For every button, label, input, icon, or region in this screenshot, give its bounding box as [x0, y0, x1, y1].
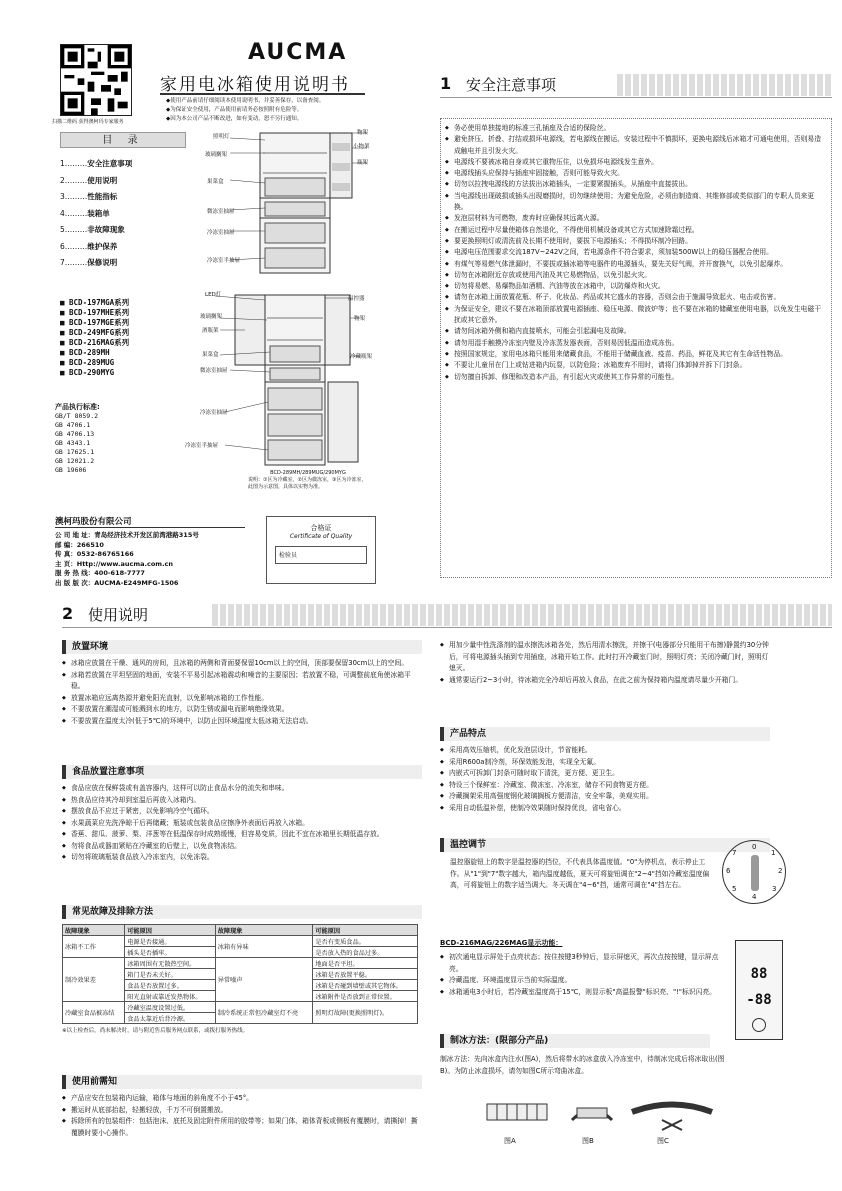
fridge-diagram-top: [205, 128, 375, 278]
list-item: ◆ 采用R600a制冷剂，环保效能发泡，实现全无氟。: [440, 757, 770, 769]
list-item: ◆ 香蕉、甜瓜、菠萝、梨、洋葱等在低温保存时成熟缓慢，但容易变质，因此不宜在冰箱里长期低温存放。: [62, 829, 422, 841]
standard: GB 4706.1: [55, 421, 91, 429]
model-item: ■ BCD-289MH: [60, 348, 110, 357]
company-contacts: [55, 531, 199, 588]
dial-mark: 0: [752, 843, 757, 851]
model-item: ■ BCD-289MUG: [60, 358, 115, 367]
model-item: ■ BCD-216MAG系列: [60, 338, 130, 347]
list-item: ◆ 冰箱通电3小时后，若冷藏室温度高于15℃，则显示板"高温报警"标识亮、"!"标识闪亮。: [440, 987, 730, 999]
features-section: [440, 727, 770, 814]
header-notes: [166, 97, 324, 124]
safety-item: ◆ 电源线不要被冰箱自身或其它重物压住，以免损坏电源线发生意外。: [445, 157, 827, 168]
company-rule: [55, 527, 245, 528]
qr-caption: 扫描二维码 获得澳柯玛专家服务: [52, 119, 124, 125]
company-name: 澳柯玛股份有限公司: [55, 517, 132, 527]
faults-section: [62, 905, 422, 1034]
model-list: [60, 298, 129, 378]
model-item: ■ BCD-197MHE系列: [60, 308, 130, 317]
features-heading: 产品特点: [440, 727, 770, 741]
contact-line[interactable]: 主 页：Http://www.aucma.com.cn: [55, 559, 174, 568]
label-freezer-drawer: 冷冻室抽屉: [207, 230, 235, 236]
cause: 照明灯故障(更换照明灯)。: [313, 1002, 418, 1024]
fig-a-label: 图A: [504, 1137, 516, 1145]
label-bottle-rack: 冷藏瓶架: [350, 354, 373, 360]
label-chill-drawer: 微冻室抽屉: [200, 368, 228, 374]
safety-notes: [440, 118, 832, 578]
list-item: ◆ 内嵌式可拆卸门封条可随时取下清洗，更方便、更卫生。: [440, 768, 770, 780]
fig-b-label: 图B: [582, 1137, 594, 1145]
cert-subtitle: Certificate of Quality: [289, 533, 353, 540]
toc-item[interactable]: 1………安全注意事项: [60, 159, 133, 168]
list-item: ◆ 冰箱若放置在平坦坚固的地面，安装不平易引起冰箱震动和噪音的主要原因；若放置不稳，可调整前底角使冰箱平稳。: [62, 670, 422, 693]
label-glass-shelf: 玻璃搁架: [205, 152, 228, 158]
manual-title: 家用电冰箱使用说明书: [160, 75, 350, 95]
cause: 阳光直射或靠近发热物体。: [125, 991, 216, 1002]
cert-title: 合格证: [310, 524, 332, 532]
cause: 冰箱附件是否放到正常位置。: [313, 991, 418, 1002]
label-led: LED灯: [205, 292, 222, 298]
toc-item[interactable]: 4………装箱单: [60, 208, 110, 218]
safety-item: ◆ 发泡层材料为可燃物，废弃时应确保其远离火源。: [445, 213, 827, 224]
label-rack: 物架: [357, 130, 369, 136]
safety-item: ◆ 切勿以拉拽电源线的方法拔出冰箱插头，一定要紧握插头，从插座中直接拔出。: [445, 179, 827, 190]
list-item: ◆ 放置冰箱应远离热源并避免阳光直射，以免影响冰箱的工作性能。: [62, 693, 422, 705]
note: ◆使用产品前请仔细阅读本使用说明书，并妥善保存，以备查阅。: [166, 98, 325, 104]
cause: 是否有变质食品。: [313, 936, 418, 947]
label-crisper: 果菜盒: [207, 179, 224, 185]
table-header-row: [63, 925, 418, 936]
list-item: ◆ 热食品应待其冷却到室温后再放入冰箱内。: [62, 795, 422, 807]
diagram-caption: [248, 470, 368, 491]
temp-section: [440, 838, 770, 892]
before-use-heading: 使用前需知: [62, 1075, 422, 1089]
safety-item: ◆ 在搬运过程中尽量使箱体自然退化，不得使用机械设备或其它方式加速除霜过程。: [445, 225, 827, 236]
toc-item[interactable]: 7………保修说明: [60, 258, 118, 267]
dial-mark: 3: [772, 885, 777, 893]
food-section: [62, 765, 422, 864]
symptom: 冰箱不工作: [63, 936, 125, 958]
dial-mark: 5: [732, 885, 737, 893]
section-decor-bar: [212, 604, 832, 626]
list-item: ◆ 不要放置在温度太冷(低于5℃)的环境中，以防止因环境温度太低冰箱无法启动。: [62, 716, 422, 728]
list-item: ◆ 不要放置在潮湿或可能溅到水的地方，以防生锈或漏电而影响绝缘效果。: [62, 704, 422, 716]
safety-item: ◆ 按照国家规定，家用电冰箱只能用来储藏食品，不能用于储藏血液、疫苗、药品，鲜花及其它有生命活性物品。: [445, 349, 827, 360]
list-item: ◆ 切勿将玻璃瓶装食品放入冷冻室内，以免冻裂。: [62, 852, 422, 864]
toc-item[interactable]: 6………维护保养: [60, 241, 118, 251]
temp-heading: 温控调节: [440, 838, 770, 852]
before-use-list: [62, 1093, 422, 1139]
standard: GB 17625.1: [55, 448, 95, 456]
toc-item[interactable]: 3………性能指标: [60, 192, 118, 201]
model-item: ■ BCD-197MGE系列: [60, 318, 130, 327]
ice-figures: [482, 1092, 732, 1147]
section-title: 使用说明: [88, 606, 149, 624]
dial-mark: 1: [771, 849, 776, 857]
safety-item: ◆ 避免挤压、折叠、打结或损坏电源线，若电源线在搬运、安装过程中不慎损坏，更换电源线后冰箱才可通电使用，否则易造成触电并且引发火灾。: [445, 134, 827, 157]
fault-note: ※以上检查后，尚未解决时，请与附近售后服务网点联系，或拨打服务热线。: [62, 1028, 249, 1034]
toc-item[interactable]: 2………使用说明: [60, 175, 118, 185]
placement-heading: 放置环境: [62, 640, 422, 654]
section-number: 1: [440, 74, 452, 93]
ice-tray-illustrations: [482, 1092, 732, 1132]
label-freezer-drawer: 冷冻室抽屉: [200, 410, 228, 416]
list-item: ◆ 初次通电显示屏处于点亮状态；按住按键3秒钟后，显示屏熄灭，再次点按按键，显示屏点亮。: [440, 952, 730, 975]
label-small-rack: 小物架: [353, 144, 370, 150]
contact-line: 传 真：0532-86765166: [55, 550, 134, 558]
placement-list: [62, 658, 422, 727]
dial-mark: 2: [778, 867, 783, 875]
title-rule: [160, 93, 365, 95]
list-item: ◆ 特设三个保鲜室：冷藏室、微冻室、冷冻室，储存不同食物更方便。: [440, 780, 770, 792]
diagram-model: BCD-289MH/289MUG/290MYG: [270, 470, 346, 476]
fig-c-label: 图C: [657, 1137, 669, 1145]
fridge-diagram-bottom: [185, 290, 380, 470]
contact-line: 公 司 地 址：青岛经济技术开发区前湾港路315号: [55, 531, 199, 539]
display-list: [440, 952, 730, 998]
model-item: ■ BCD-249MFG系列: [60, 328, 130, 337]
cause: 箱门是否未关好。: [125, 969, 216, 980]
list-item: ◆ 拆除所有的包装组件：包括泡沫、底托及固定附件所用的胶带等；如果门体、箱体背板或侧板有覆膜时，请撕掉！撕覆膜时要小心操作。: [62, 1116, 422, 1139]
toc-item[interactable]: 5………非故障现象: [60, 225, 125, 234]
cause: 食品是否放置过多。: [125, 980, 216, 991]
list-item: ◆ 搬运时从底部抬起，轻搬轻放，千万不可倒置搬放。: [62, 1105, 422, 1117]
cause: 是否放入热的食品过多。: [313, 947, 418, 958]
dial-mark: 7: [732, 849, 737, 857]
safety-item: ◆ 切勿在冰箱附近存放或使用汽油及其它易燃物品，以免引起火灾。: [445, 270, 827, 281]
standard: GB/T 8059.2: [55, 412, 99, 420]
safety-item: ◆ 不要让儿童吊在门上或钻进箱内玩耍，以防危险；冰箱废弃不用时，请将门体卸掉并拆下门封条。: [445, 360, 827, 371]
section-title: 安全注意事项: [466, 76, 557, 94]
safety-item: ◆ 务必使用单独接地的标准三孔插座及合适的保险丝。: [445, 123, 827, 134]
list-item: ◆ 冷藏温度、环境温度显示当前实际温度。: [440, 975, 730, 987]
symptom: 制冷效果差: [63, 958, 125, 1002]
note: ◆为保证安全使用，产品使用前请务必按照附有危险等。: [166, 107, 303, 113]
standard: GB 12021.2: [55, 457, 95, 465]
label-light: 照明灯: [213, 134, 230, 140]
safety-item: ◆ 切勿擅自拆卸、修理和改造本产品，有引起火灾或使其工作异常的可能性。: [445, 372, 827, 383]
standard: GB 4706.13: [55, 430, 95, 438]
temp-text: 温控器旋钮上的数字是温控器的挡位，不代表具体温度值。"0"为停机点，表示停止工作。从"1"到"7"数字越大，箱内温度越低，夏天可将旋钮调在"2~4"挡如冷藏室温度偏高，可将旋钮上的数字适当调大。冬天调在"4~6"挡，通常可调在"4"挡左右。: [450, 858, 710, 889]
ice-section: [440, 1034, 730, 1077]
safety-item: ◆ 要更换照明灯或清洗前及长期不使用时，要拔下电源插头；不得损坏制冷回路。: [445, 236, 827, 247]
safety-item: ◆ 切勿将易燃、易爆物品如酒精、汽油等放在冰箱中，以防爆炸和火灾。: [445, 281, 827, 292]
standard: GB 19606: [55, 466, 87, 474]
cleaning-list: [440, 640, 770, 686]
list-item: ◆ 采用自动低温补偿，使制冷效果随时保持优良，省电省心。: [440, 803, 770, 815]
safety-item: ◆ 当电源线出现破损或插头出现磨损时，切勿继续使用；为避免危险，必须由制造商、其维修部或类似部门的专职人员来更换。: [445, 191, 827, 214]
list-item: ◆ 用加少量中性洗涤剂的温水擦洗冰箱各处，然后用清水擦洗，并擦干(电器部分只能用干布擦)静置约30分钟后，可将电源插头插到专用插座，冰箱开始工作。此时打开冷藏室门时，照明灯亮；关闭冷藏门时，照明灯熄灭。: [440, 640, 770, 675]
diagram-note: 说明：①区为冷藏室，②区为微冻室，③区为冷冻室，此图为示意图，具体以实物为准。: [248, 477, 367, 490]
display-button[interactable]: [752, 1018, 766, 1032]
safety-item: ◆ 电源线插头应保持与插座牢固接触，否则可能导致火灾。: [445, 168, 827, 179]
thermostat-dial[interactable]: [722, 840, 786, 904]
display-panel: [735, 940, 783, 1040]
qr-code-graphic: [61, 45, 131, 115]
cause: 地面是否平坦。: [313, 958, 418, 969]
list-item: ◆ 食品应放在保鲜袋或有盖容器内，这样可以防止食品水分的流失和串味。: [62, 783, 422, 795]
label-bottle-rack: 瓶架: [357, 160, 369, 166]
list-item: ◆ 产品应安在包装箱内运输，箱体与地面的斜角度不小于45°。: [62, 1093, 422, 1105]
symptom: 冷藏室食品被冻结: [63, 1002, 125, 1024]
freezer-temp-readout: -88: [746, 992, 772, 1008]
display-title: BCD-216MAG/226MAG显示功能：: [440, 939, 563, 947]
list-item: ◆ 摆放食品不应过于紧密，以免影响冷空气循环。: [62, 806, 422, 818]
before-use-section: [62, 1075, 422, 1139]
list-item: ◆ 通常要运行2~3小时，待冰箱完全冷却后再放入食品，在此之前为保持箱内温度请尽量少开箱门。: [440, 675, 770, 687]
col-header: 可能原因: [313, 925, 418, 936]
cause: 冷藏室温度设置过低。: [125, 1002, 216, 1013]
display-section: [440, 938, 730, 998]
label-rack: 物架: [354, 316, 366, 322]
cause: 冰箱是否放置平稳。: [313, 969, 418, 980]
faults-heading: 常见故障及排除方法: [62, 905, 422, 919]
dial-mark: 4: [752, 893, 757, 901]
ice-text: 制冰方法：先向冰盒内注水(图A)，然后将带水的冰盒放入冷冻室中，待制冰完成后将冰取出(图B)。为防止冰盒损坏，请勿如图C所示弯曲冰盒。: [440, 1055, 725, 1075]
table-row: [63, 958, 418, 969]
label-half-drawer: 冷冻室半抽屉: [207, 258, 241, 264]
col-header: 可能原因: [125, 925, 216, 936]
cause: 插头是否插牢。: [125, 947, 216, 958]
cause: 食品太靠近后背冷源。: [125, 1013, 216, 1024]
label-half-drawer: 冷冻室半抽屉: [185, 443, 219, 449]
brand-logo: AUCMA: [248, 40, 348, 65]
symptom: 异常噪声: [215, 958, 313, 1002]
col-header: 故障现象: [63, 925, 125, 936]
food-heading: 食品放置注意事项: [62, 765, 422, 779]
toc-heading: 目 录: [60, 132, 186, 148]
safety-item: ◆ 请勿用湿手触摸冷冻室内壁及冷冻蒸发器表面，否则易因低温而造成冻伤。: [445, 338, 827, 349]
qr-code: [60, 44, 132, 116]
safety-item: ◆ 为保证安全，建议不要在冰箱顶部放置电源插座、稳压电源、微波炉等；也不要在冰箱的储藏室使用电器，以免发生电磁干扰或其它意外。: [445, 304, 827, 327]
cause: 冰箱是否碰到墙壁或其它物体。: [313, 980, 418, 991]
col-header: 故障现象: [215, 925, 313, 936]
table-row: [63, 936, 418, 947]
table-row: [63, 1002, 418, 1013]
contact-line: 出 版 版 次：AUCMA-E249MFG-1506: [55, 578, 179, 587]
section-number: 2: [62, 604, 74, 623]
ice-heading: 制冰方法：(限部分产品): [440, 1034, 710, 1048]
food-list: [62, 783, 422, 864]
table-of-contents: [60, 156, 132, 272]
features-list: [440, 745, 770, 814]
cert-inspector: 检验员: [275, 546, 367, 564]
dial-knob[interactable]: [751, 855, 759, 891]
fridge-temp-readout: 88: [750, 966, 768, 982]
symptom: 冰箱有异味: [215, 936, 313, 958]
contact-line: 服 务 热 线：400-618-7777: [55, 569, 145, 577]
cause: 冰箱周围有无散热空间。: [125, 958, 216, 969]
placement-section: [62, 640, 422, 727]
safety-item: ◆ 有煤气等易燃气体泄漏时，不要拔或插冰箱等电器件的电源插头，要先关好气阀，并开窗换气，以免引起爆炸。: [445, 259, 827, 270]
section-header-usage: [62, 602, 832, 628]
section-decor-bar: [617, 74, 832, 96]
standard: GB 4343.1: [55, 439, 91, 447]
dial-mark: 6: [726, 867, 731, 875]
list-item: ◆ 冷藏搁架采用高强度钢化玻璃搁板方便清洁，安全牢靠，美观实用。: [440, 791, 770, 803]
fault-table: [62, 924, 418, 1024]
label-crisper: 果菜盒: [202, 352, 219, 358]
standards-list: [55, 412, 98, 475]
model-item: ■ BCD-290MYG: [60, 368, 115, 377]
model-item: ■ BCD-197MGA系列: [60, 298, 130, 307]
list-item: ◆ 勿将食品或器皿紧贴在冷藏室的后壁上，以免食物冻结。: [62, 841, 422, 853]
list-item: ◆ 冰箱应放置在干燥、通风的房间，且冰箱的两侧和背面要保留10cm以上的空间，顶部要保留30cm以上的空间。: [62, 658, 422, 670]
label-glass-shelf: 玻璃搁架: [200, 314, 223, 320]
contact-line: 邮 编：266510: [55, 540, 104, 549]
label-wine-rack: 酒瓶架: [202, 328, 219, 334]
standards-title: 产品执行标准:: [55, 403, 100, 411]
fridge-illustration: [200, 290, 380, 470]
symptom: 制冷系统正常但冷藏室灯不亮: [215, 1002, 313, 1024]
safety-item: ◆ 请勿间冰箱外侧和箱内直接喷水，可能会引起漏电及故障。: [445, 326, 827, 337]
label-thermostat: 温控器: [348, 296, 365, 302]
list-item: ◆ 水果蔬菜应先洗净晾干后再储藏；瓶装或包装食品应擦净外表面后再放入冰箱。: [62, 818, 422, 830]
cause: 电源是否接通。: [125, 936, 216, 947]
safety-item: ◆ 请勿在冰箱上面放置花瓶、杯子、化妆品、药品或其它盛水的容器，否则会由于施漏导致起火、电击或伤害。: [445, 292, 827, 303]
list-item: ◆ 采用高效压缩机，优化发泡层设计，节省能耗。: [440, 745, 770, 757]
safety-item: ◆ 电源电压范围要求交流187V~242V之间，若电源条件不符合要求，须加装500W以上的稳压器配合使用。: [445, 247, 827, 258]
section-header-safety: [440, 72, 832, 98]
label-chill-drawer: 微冻室抽屉: [207, 209, 235, 215]
note: ◆因为本公司产品不断改进，如有变动，恕不另行通知。: [166, 116, 303, 122]
quality-certificate: [266, 516, 376, 584]
